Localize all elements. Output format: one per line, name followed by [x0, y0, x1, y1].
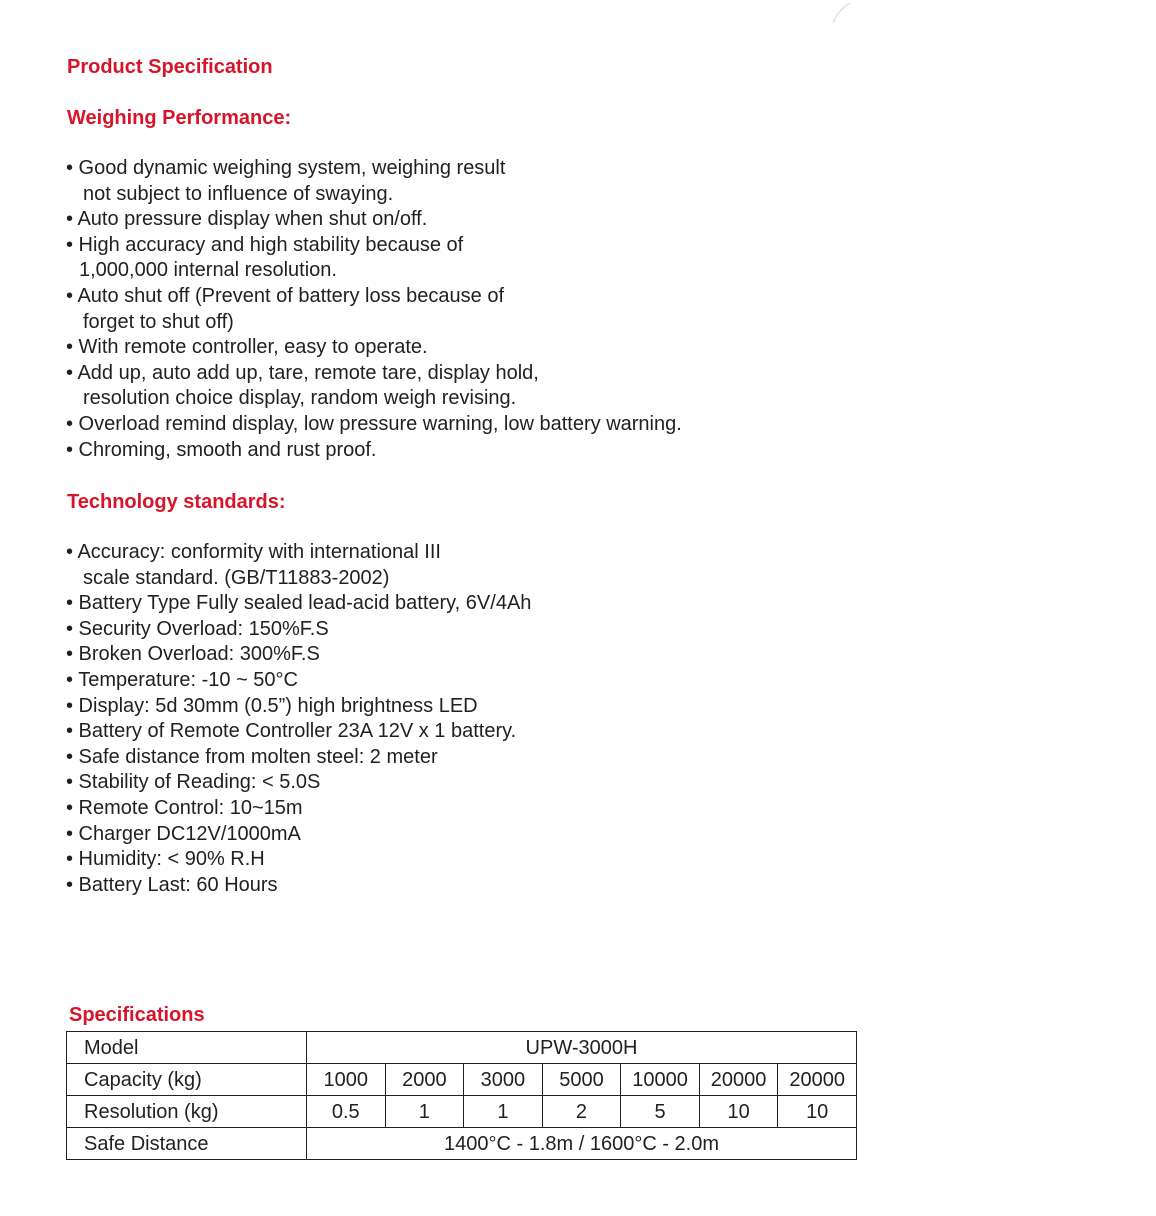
resolution-label: Resolution (kg) [67, 1096, 307, 1128]
capacity-cell: 3000 [464, 1064, 543, 1096]
specifications-table [66, 1031, 857, 1160]
list-item: • Temperature: -10 ~ 50°C [66, 668, 298, 691]
resolution-cell: 0.5 [307, 1096, 386, 1128]
weighing-performance-heading: Weighing Performance: [67, 107, 292, 129]
safe-distance-label: Safe Distance [67, 1128, 307, 1160]
list-item: • Safe distance from molten steel: 2 meter [66, 745, 438, 768]
list-item: • Battery of Remote Controller 23A 12V x 1 battery. [66, 720, 517, 743]
table-row-capacity [67, 1064, 857, 1096]
resolution-cell: 1 [385, 1096, 464, 1128]
list-item: • Add up, auto add up, tare, remote tare, display hold, resolution choice display, random weigh revising. [66, 361, 539, 410]
capacity-cell: 2000 [385, 1064, 464, 1096]
list-item: • Auto shut off (Prevent of battery loss because of forget to shut off) [66, 284, 504, 333]
resolution-cell: 5 [621, 1096, 700, 1128]
capacity-label: Capacity (kg) [67, 1064, 307, 1096]
capacity-cell: 20000 [778, 1064, 857, 1096]
capacity-cell: 5000 [542, 1064, 621, 1096]
list-item: • Charger DC12V/1000mA [66, 822, 301, 845]
technology-standards-list [66, 540, 531, 898]
capacity-cell: 20000 [699, 1064, 778, 1096]
resolution-cell: 1 [464, 1096, 543, 1128]
specifications-heading: Specifications [69, 1004, 205, 1026]
safe-distance-value: 1400°C - 1.8m / 1600°C - 2.0m [307, 1128, 857, 1160]
list-item: • Broken Overload: 300%F.S [66, 643, 320, 666]
capacity-cell: 10000 [621, 1064, 700, 1096]
model-label: Model [67, 1032, 307, 1064]
corner-mark-decoration [832, 2, 852, 24]
list-item: • Battery Type Fully sealed lead-acid battery, 6V/4Ah [66, 592, 532, 615]
resolution-cell: 2 [542, 1096, 621, 1128]
page-title: Product Specification [67, 56, 273, 78]
list-item: • Security Overload: 150%F.S [66, 617, 329, 640]
table-row-resolution [67, 1096, 857, 1128]
model-value: UPW-3000H [307, 1032, 857, 1064]
technology-standards-heading: Technology standards: [67, 491, 286, 513]
list-item: • Remote Control: 10~15m [66, 796, 303, 819]
list-item: • Humidity: < 90% R.H [66, 848, 265, 871]
list-item: • With remote controller, easy to operate. [66, 336, 428, 359]
list-item: • Display: 5d 30mm (0.5”) high brightness LED [66, 694, 478, 717]
list-item: • Accuracy: conformity with international III scale standard. (GB/T11883-2002) [66, 541, 441, 589]
list-item: • Auto pressure display when shut on/off. [66, 208, 428, 231]
table-row-model [67, 1032, 857, 1064]
list-item: • Battery Last: 60 Hours [66, 873, 278, 896]
list-item: • Stability of Reading: < 5.0S [66, 771, 321, 794]
capacity-cell: 1000 [307, 1064, 386, 1096]
list-item: • Overload remind display, low pressure warning, low battery warning. [66, 412, 682, 435]
resolution-cell: 10 [778, 1096, 857, 1128]
resolution-cell: 10 [699, 1096, 778, 1128]
list-item: • Good dynamic weighing system, weighing result not subject to influence of swaying. [66, 157, 506, 205]
table-row-safe-distance [67, 1128, 857, 1160]
weighing-performance-list [66, 156, 682, 463]
list-item: • High accuracy and high stability because of 1,000,000 internal resolution. [66, 233, 464, 282]
list-item: • Chroming, smooth and rust proof. [66, 438, 377, 461]
